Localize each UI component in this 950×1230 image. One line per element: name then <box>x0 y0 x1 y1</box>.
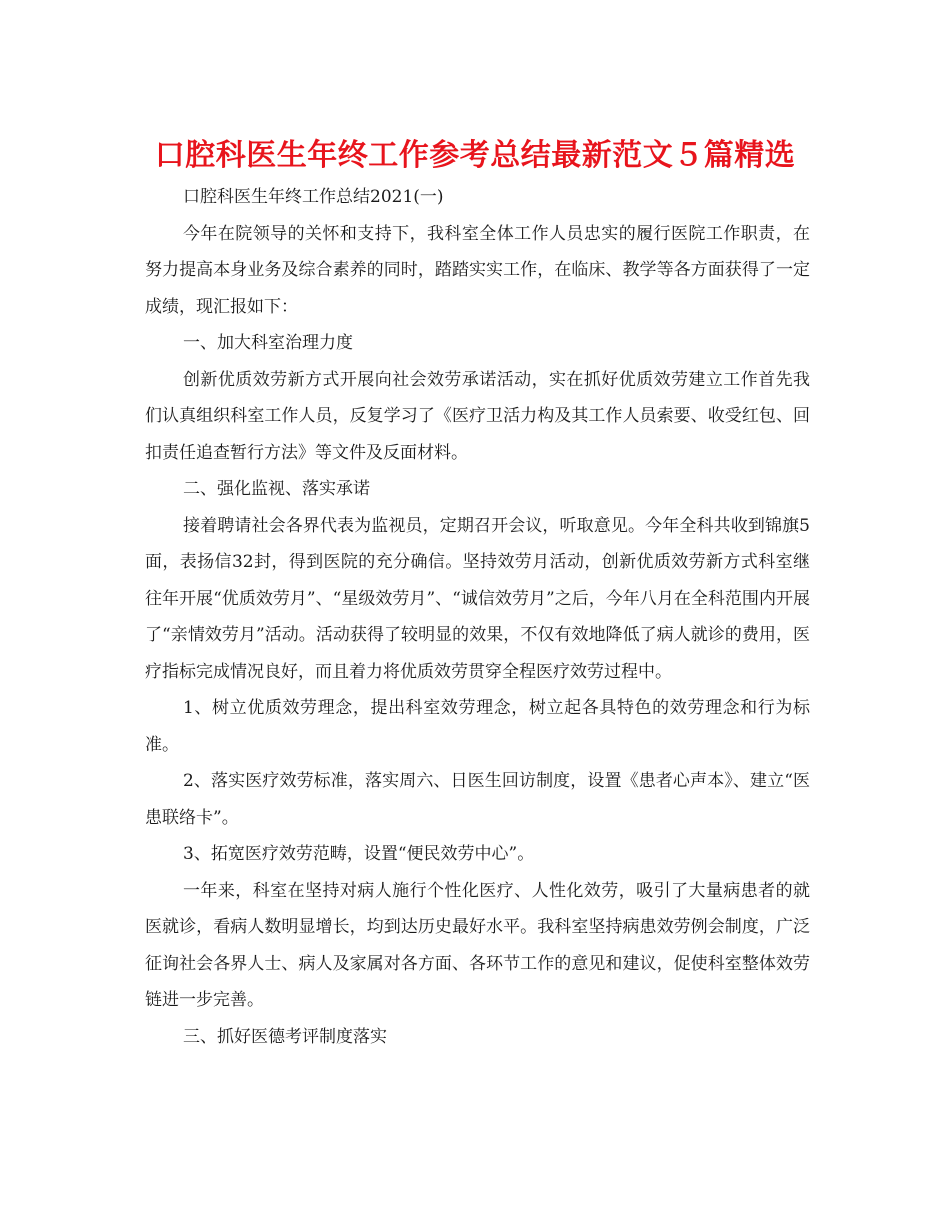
paragraph-subtitle: 口腔科医生年终工作总结2021(一) <box>183 187 444 207</box>
document-body <box>145 179 810 1055</box>
list-item-1: 1、树立优质效劳理念，提出科室效劳理念，树立起各具特色的效劳理念和行为标准。 <box>145 698 810 755</box>
paragraph-section-2: 接着聘请社会各界代表为监视员，定期召开会议，听取意见。今年全科共收到锦旗5面，表扬信32封，得到医院的充分确信。坚持效劳月活动，创新优质效劳新方式科室继往年开展“优质效劳月”、“星级效劳月”、“诚信效劳月”之后，今年八月在全科范围内开展了“亲情效劳月”活动。活动获得了较明显的效果，不仅有效地降低了病人就诊的费用，医疗指标完成情况良好，而且着力将优质效劳贯穿全程医疗效劳过程中。 <box>145 515 810 682</box>
list-item-2: 2、落实医疗效劳标准，落实周六、日医生回访制度，设置《患者心声本》、建立“医患联络卡”。 <box>145 771 810 828</box>
document-title: 口腔科医生年终工作参考总结最新范文５篇精选 <box>154 138 796 173</box>
section-heading-2: 二、强化监视、落实承诺 <box>183 479 370 499</box>
section-heading-3: 三、抓好医德考评制度落实 <box>183 1026 387 1047</box>
paragraph-summary: 一年来，科室在坚持对病人施行个性化医疗、人性化效劳，吸引了大量病患者的就医就诊，看病人数明显增长，均到达历史最好水平。我科室坚持病患效劳例会制度，广泛征询社会各界人士、病人及家属对各方面、各环节工作的意见和建议，促使科室整体效劳链进一步完善。 <box>145 880 810 1010</box>
section-heading-1: 一、加大科室治理力度 <box>183 333 353 353</box>
list-item-3: 3、拓宽医疗效劳范畴，设置“便民效劳中心”。 <box>183 844 535 864</box>
paragraph-intro: 今年在院领导的关怀和支持下，我科室全体工作人员忠实的履行医院工作职责，在努力提高本身业务及综合素养的同时，踏踏实实工作，在临床、教学等各方面获得了一定成绩，现汇报如下： <box>145 223 810 317</box>
paragraph-section-1: 创新优质效劳新方式开展向社会效劳承诺活动，实在抓好优质效劳建立工作首先我们认真组织科室工作人员，反复学习了《医疗卫活力构及其工作人员索要、收受红包、回扣责任追查暂行方法》等文件及反面材料。 <box>145 369 810 463</box>
